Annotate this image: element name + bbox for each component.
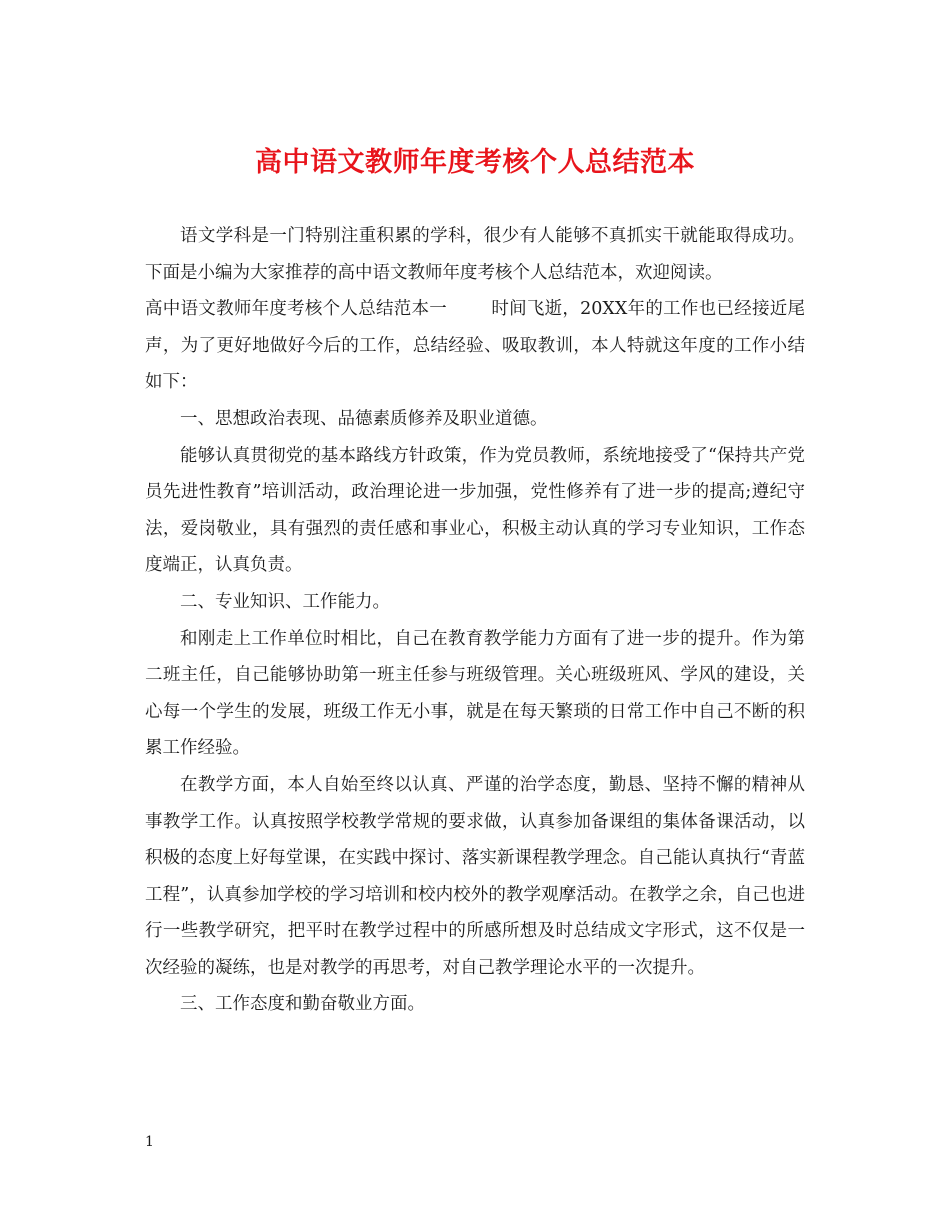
document-title: 高中语文教师年度考核个人总结范本 — [255, 147, 695, 178]
section1-body: 能够认真贯彻党的基本路线方针政策，作为党员教师，系统地接受了“保持共产党员先进性教育”培训活动，政治理论进一步加强，党性修养有了进一步的提高;遵纪守法，爱岗敬业，具有强烈的责任感和事业心，积极主动认真的学习专业知识，工作态度端正，认真负责。 — [145, 445, 805, 576]
section2-body-2: 在教学方面，本人自始至终以认真、严谨的治学态度，勤恳、坚持不懈的精神从事教学工作。认真按照学校教学常规的要求做，认真参加备课组的集体备课活动，以积极的态度上好每堂课，在实践中探讨、落实新课程教学理念。自己能认真执行“青蓝工程”，认真参加学校的学习培训和校内校外的教学观摩活动。在教学之余，自己也进行一些教学研究，把平时在教学过程中的所感所想及时总结成文字形式，这不仅是一次经验的凝练，也是对教学的再思考，对自己教学理论水平的一次提升。 — [145, 774, 805, 978]
intro-paragraph: 语文学科是一门特别注重积累的学科，很少有人能够不真抓实干就能取得成功。下面是小编为大家推荐的高中语文教师年度考核个人总结范本，欢迎阅读。 — [145, 226, 805, 283]
subheading-text: 时间飞逝，20XX年的工作也已经接近尾声，为了更好地做好今后的工作，总结经验、吸取教训，本人特就这年度的工作小结如下： — [145, 299, 806, 393]
section2-body-1: 和刚走上工作单位时相比，自己在教育教学能力方面有了进一步的提升。作为第二班主任，自己能够协助第一班主任参与班级管理。关心班级班风、学风的建设，关心每一个学生的发展，班级工作无小事，就是在每天繁琐的日常工作中自己不断的积累工作经验。 — [145, 628, 805, 759]
document-body — [145, 218, 805, 1023]
section2-heading: 二、专业知识、工作能力。 — [180, 591, 390, 612]
section1-heading: 一、思想政治表现、品德素质修养及职业道德。 — [180, 408, 548, 429]
section3-heading: 三、工作态度和勤奋敬业方面。 — [180, 994, 425, 1015]
subheading-paragraph — [145, 291, 805, 401]
subheading-label: 高中语文教师年度考核个人总结范本一 — [145, 299, 448, 320]
page-number: 1 — [145, 1134, 154, 1150]
